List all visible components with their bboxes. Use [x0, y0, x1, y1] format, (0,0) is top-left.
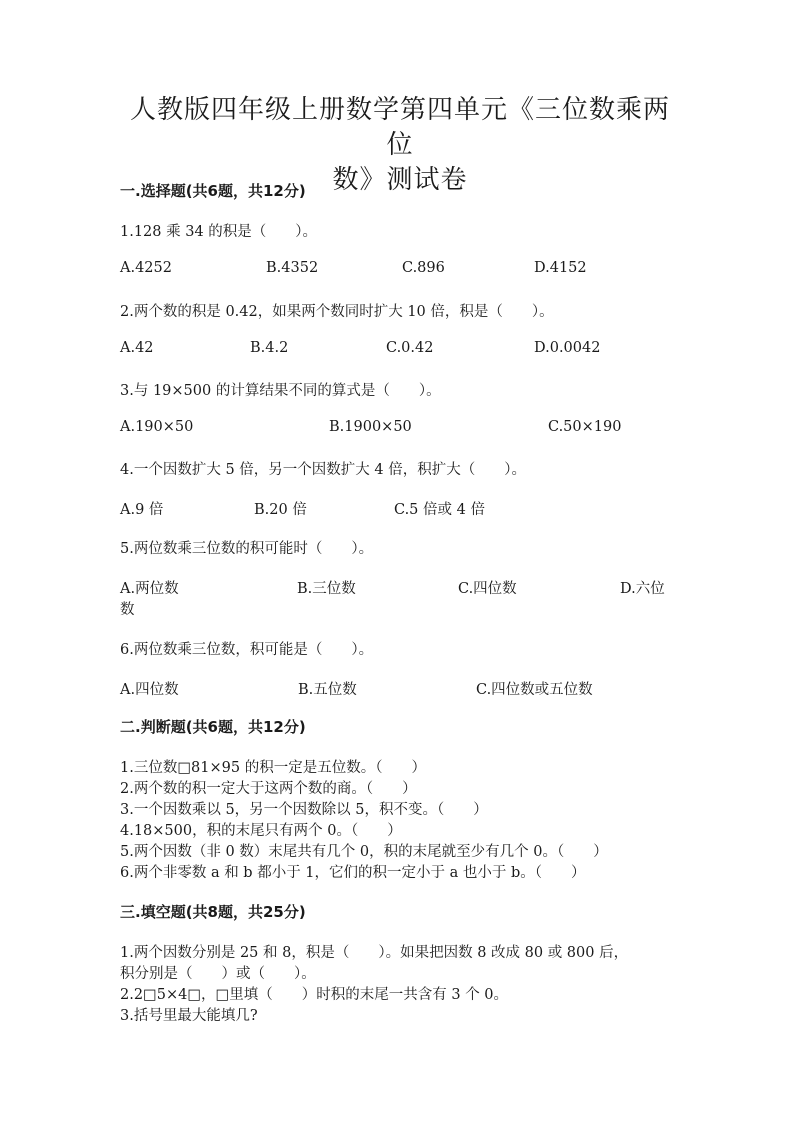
option-b: B.4.2 [250, 340, 289, 356]
question-stem: 2.两个数的积是 0.42，如果两个数同时扩大 10 倍，积是（ ）。 [120, 304, 554, 320]
judgement-item: 5.两个因数（非 0 数）末尾共有几个 0，积的末尾就至少有几个 0。（ ） [120, 844, 608, 860]
question-stem: 3.与 19×500 的计算结果不同的算式是（ ）。 [120, 383, 441, 399]
option-a: A.4252 [120, 260, 172, 276]
title-line-2: 数》测试卷 [332, 165, 468, 195]
question-stem: 4.一个因数扩大 5 倍，另一个因数扩大 4 倍，积扩大（ ）。 [120, 462, 526, 478]
option-a: A.190×50 [120, 419, 194, 435]
option-b: B.20 倍 [254, 502, 307, 518]
judgement-item: 4.18×500，积的末尾只有两个 0。（ ） [120, 823, 402, 839]
option-a: A.四位数 [120, 682, 179, 698]
judgement-item: 6.两个非零数 a 和 b 都小于 1，它们的积一定小于 a 也小于 b。（ ） [120, 865, 586, 881]
option-b: B.五位数 [298, 682, 357, 698]
option-a: A.9 倍 [120, 502, 164, 518]
section-heading-choice: 一.选择题(共6题，共12分) [120, 182, 306, 200]
option-c: C.四位数 [458, 581, 517, 597]
option-b: B.1900×50 [329, 419, 412, 435]
option-c: C.50×190 [548, 419, 622, 435]
option-a: A.两位数 [120, 581, 179, 597]
fill-in-line: 积分别是（ ）或（ ）。 [120, 966, 316, 982]
option-b: B.4352 [266, 260, 319, 276]
question-stem: 5.两位数乘三位数的积可能时（ ）。 [120, 541, 374, 557]
section-heading-judgement: 二.判断题(共6题，共12分) [120, 718, 306, 736]
option-a: A.42 [120, 340, 154, 356]
option-d: D.4152 [534, 260, 587, 276]
option-c: C.896 [402, 260, 445, 276]
option-d: D.0.0042 [534, 340, 601, 356]
option-d: D.六位 [620, 581, 665, 597]
judgement-item: 2.两个数的积一定大于这两个数的商。（ ） [120, 781, 417, 797]
option-c: C.5 倍或 4 倍 [394, 502, 485, 518]
question-stem: 6.两位数乘三位数，积可能是（ ）。 [120, 642, 374, 658]
question-stem: 1.128 乘 34 的积是（ ）。 [120, 224, 318, 240]
title-line-1: 人教版四年级上册数学第四单元《三位数乘两位 [130, 95, 671, 160]
option-b: B.三位数 [297, 581, 356, 597]
judgement-item: 3.一个因数乘以 5，另一个因数除以 5，积不变。（ ） [120, 802, 488, 818]
fill-in-line: 3.括号里最大能填几? [120, 1008, 258, 1024]
option-c: C.四位数或五位数 [476, 682, 593, 698]
section-heading-fill-in: 三.填空题(共8题，共25分) [120, 903, 306, 921]
option-d-wrap: 数 [120, 602, 135, 618]
fill-in-line: 1.两个因数分别是 25 和 8，积是（ ）。如果把因数 8 改成 80 或 800 后， [120, 945, 629, 961]
judgement-item: 1.三位数□81×95 的积一定是五位数。（ ） [120, 760, 426, 776]
fill-in-line: 2.2□5×4□，□里填（ ）时积的末尾一共含有 3 个 0。 [120, 987, 509, 1003]
option-c: C.0.42 [386, 340, 434, 356]
